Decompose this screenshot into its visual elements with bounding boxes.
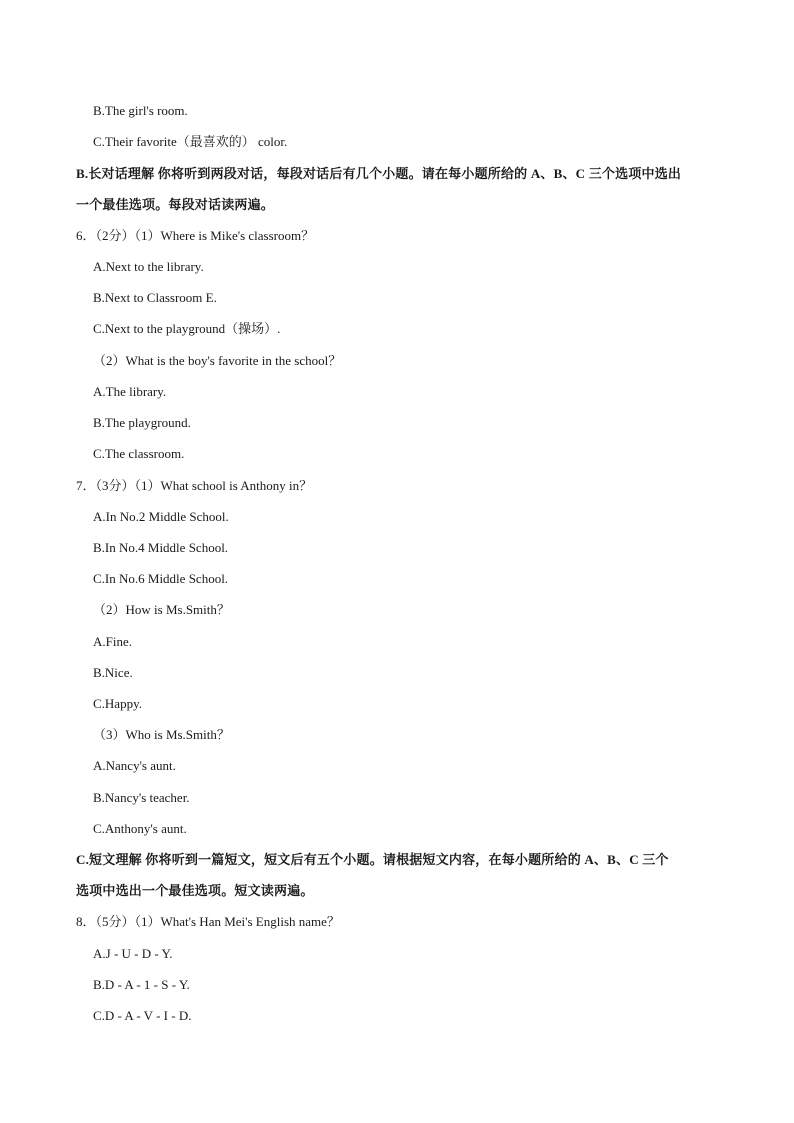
option-7-1-c: C.In No.6 Middle School.: [93, 571, 229, 586]
section-c-heading: C.短文理解 你将听到一篇短文，短文后有五个小题。请根据短文内容，在每小题所给的 A、B、C 三个: [76, 852, 669, 867]
option-5-c: C.Their favorite（最喜欢的） color.: [93, 134, 288, 149]
option-6-2-a: A.The library.: [93, 384, 167, 399]
option-8-1-b: B.D - A - 1 - S - Y.: [93, 977, 190, 992]
option-7-2-b: B.Nice.: [93, 665, 133, 680]
section-c-heading-cont: 选项中选出一个最佳选项。短文读两遍。: [76, 883, 314, 898]
question-7: 7．（3分）（1）What school is Anthony in？: [76, 478, 313, 493]
option-7-3-b: B.Nancy's teacher.: [93, 790, 190, 805]
question-6-2: （2）What is the boy's favorite in the school？: [93, 353, 342, 368]
option-8-1-c: C.D - A - V - I - D.: [93, 1008, 192, 1023]
option-7-3-c: C.Anthony's aunt.: [93, 821, 187, 836]
option-7-1-b: B.In No.4 Middle School.: [93, 540, 229, 555]
option-7-1-a: A.In No.2 Middle School.: [93, 509, 229, 524]
option-7-3-a: A.Nancy's aunt.: [93, 758, 176, 773]
option-6-2-c: C.The classroom.: [93, 446, 185, 461]
question-7-3: （3）Who is Ms.Smith？: [93, 727, 230, 742]
question-7-2: （2）How is Ms.Smith？: [93, 602, 230, 617]
option-7-2-a: A.Fine.: [93, 634, 132, 649]
section-b-heading-cont: 一个最佳选项。每段对话读两遍。: [76, 197, 275, 212]
option-7-2-c: C.Happy.: [93, 696, 142, 711]
option-6-1-a: A.Next to the library.: [93, 259, 204, 274]
option-8-1-a: A.J - U - D - Y.: [93, 946, 173, 961]
option-6-1-c: C.Next to the playground（操场）.: [93, 321, 281, 336]
option-5-b: B.The girl's room.: [93, 103, 188, 118]
option-6-2-b: B.The playground.: [93, 415, 191, 430]
section-b-heading: B.长对话理解 你将听到两段对话，每段对话后有几个小题。请在每小题所给的 A、B、C 三个选项中选出: [76, 166, 682, 181]
option-6-1-b: B.Next to Classroom E.: [93, 290, 217, 305]
question-6: 6．（2分）（1）Where is Mike's classroom？: [76, 228, 315, 243]
question-8: 8．（5分）（1）What's Han Mei's English name？: [76, 914, 340, 929]
